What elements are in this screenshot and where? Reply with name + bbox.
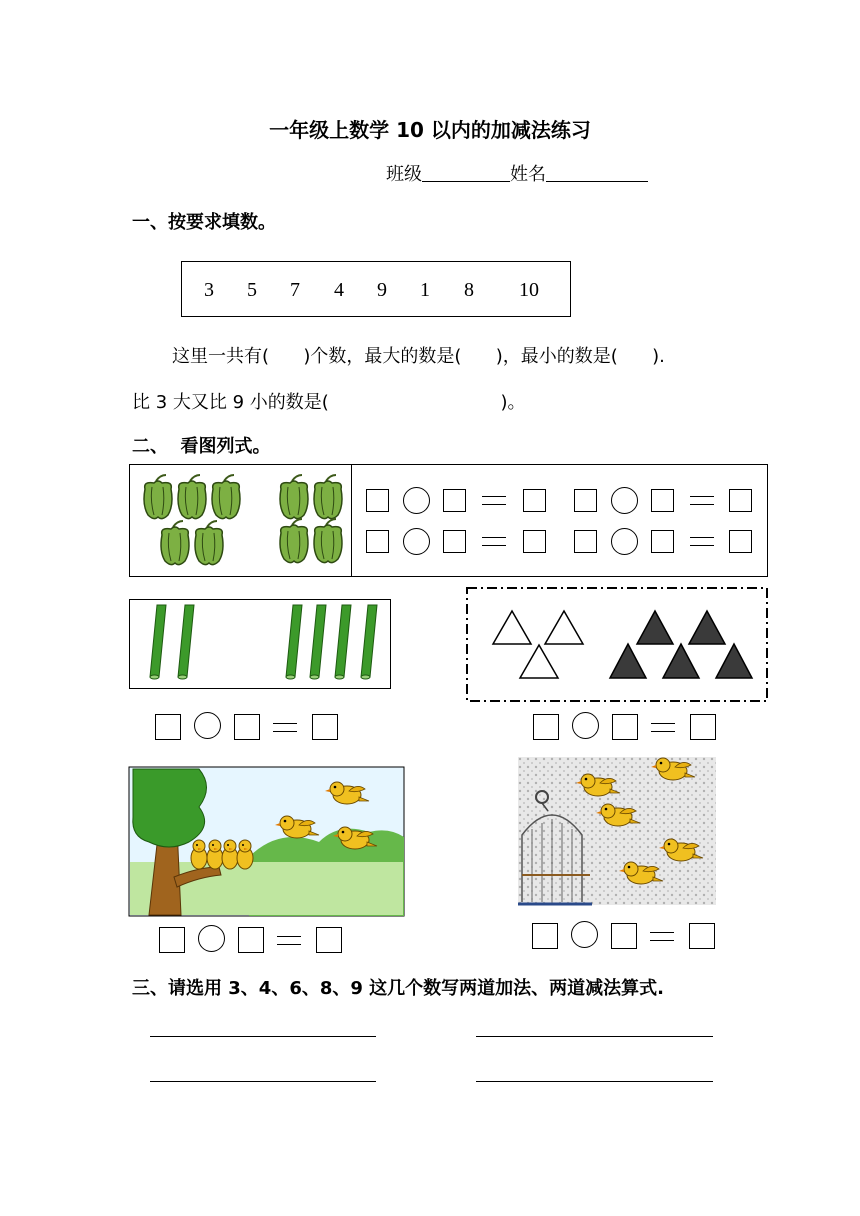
number-item: 5 <box>247 279 257 301</box>
pepper-picture <box>130 465 351 576</box>
white-triangle-icon <box>520 645 558 678</box>
stick-icon <box>178 605 194 679</box>
answer-box[interactable] <box>443 530 466 553</box>
triangles-picture <box>466 587 768 702</box>
black-triangle-icon <box>610 644 646 678</box>
pepper-icon <box>280 475 308 519</box>
answer-box[interactable] <box>523 489 546 512</box>
number-box <box>181 261 571 317</box>
operator-circle[interactable] <box>572 712 599 739</box>
stick-icon <box>286 605 302 679</box>
question-between-3-and-9: 比 3 大又比 9 小的数是( )。 <box>132 392 526 413</box>
answer-box[interactable] <box>159 927 185 953</box>
pepper-icon <box>314 475 342 519</box>
name-blank[interactable] <box>546 163 648 182</box>
operator-circle[interactable] <box>403 528 430 555</box>
black-triangle-icon <box>689 611 725 644</box>
equals-sign <box>277 936 301 945</box>
answer-box[interactable] <box>234 714 260 740</box>
answer-box[interactable] <box>651 489 674 512</box>
equals-sign <box>650 932 674 941</box>
tree-birds-equation <box>159 925 359 955</box>
pepper-picture-frame <box>129 464 352 577</box>
answer-box[interactable] <box>690 714 716 740</box>
name-label: 姓名 <box>510 164 546 185</box>
answer-box[interactable] <box>611 923 637 949</box>
answer-box[interactable] <box>523 530 546 553</box>
operator-circle[interactable] <box>611 528 638 555</box>
answer-box[interactable] <box>366 489 389 512</box>
answer-line[interactable] <box>476 1036 713 1037</box>
stick-icon <box>361 605 377 679</box>
answer-line[interactable] <box>150 1081 376 1082</box>
operator-circle[interactable] <box>571 921 598 948</box>
answer-box[interactable] <box>689 923 715 949</box>
sticks-picture-frame <box>129 599 391 689</box>
class-label: 班级 <box>386 164 422 185</box>
operator-circle[interactable] <box>611 487 638 514</box>
sticks-picture <box>130 600 390 688</box>
answer-box[interactable] <box>532 923 558 949</box>
page-title: 一年级上数学 10 以内的加减法练习 <box>269 118 591 142</box>
operator-circle[interactable] <box>198 925 225 952</box>
section2-heading: 二、 看图列式。 <box>132 436 271 457</box>
pepper-icon <box>212 475 240 519</box>
answer-box[interactable] <box>316 927 342 953</box>
answer-box[interactable] <box>612 714 638 740</box>
pepper-icon <box>144 475 172 519</box>
pepper-icon <box>161 521 189 565</box>
operator-circle[interactable] <box>403 487 430 514</box>
operator-circle[interactable] <box>194 712 221 739</box>
answer-box[interactable] <box>729 489 752 512</box>
answer-box[interactable] <box>366 530 389 553</box>
black-triangle-icon <box>716 644 752 678</box>
student-info-line <box>386 160 648 186</box>
number-item: 9 <box>377 279 387 301</box>
number-item: 3 <box>204 279 214 301</box>
number-item: 8 <box>464 279 474 301</box>
class-blank[interactable] <box>422 163 510 182</box>
number-item: 4 <box>334 279 344 301</box>
stick-icon <box>310 605 326 679</box>
white-triangle-icon <box>545 611 583 644</box>
white-triangle-icon <box>493 611 531 644</box>
answer-box[interactable] <box>443 489 466 512</box>
equals-sign <box>482 496 506 505</box>
answer-box[interactable] <box>651 530 674 553</box>
number-item: 10 <box>519 279 539 301</box>
answer-line[interactable] <box>150 1036 376 1037</box>
question-count-max-min: 这里一共有( )个数，最大的数是( )，最小的数是( ). <box>172 346 665 367</box>
answer-box[interactable] <box>533 714 559 740</box>
answer-box[interactable] <box>729 530 752 553</box>
section1-heading: 一、按要求填数。 <box>132 212 276 233</box>
pepper-equations-frame <box>351 464 768 577</box>
pepper-icon <box>314 519 342 563</box>
sticks-equation <box>155 712 355 742</box>
equals-sign <box>651 723 675 732</box>
black-triangle-icon <box>637 611 673 644</box>
answer-box[interactable] <box>574 530 597 553</box>
tree-birds-picture <box>129 767 404 916</box>
pepper-icon <box>280 519 308 563</box>
pepper-icon <box>195 521 223 565</box>
pepper-icon <box>178 475 206 519</box>
answer-box[interactable] <box>312 714 338 740</box>
equals-sign <box>273 723 297 732</box>
number-item: 7 <box>290 279 300 301</box>
stick-icon <box>150 605 166 679</box>
answer-box[interactable] <box>155 714 181 740</box>
birdcage-equation <box>532 921 732 951</box>
section3-heading: 三、请选用 3、4、6、8、9 这几个数写两道加法、两道减法算式. <box>132 978 664 999</box>
birdcage-picture <box>518 757 716 907</box>
answer-box[interactable] <box>574 489 597 512</box>
triangles-equation <box>533 712 733 742</box>
number-item: 1 <box>420 279 430 301</box>
stick-icon <box>335 605 351 679</box>
equals-sign <box>690 537 714 546</box>
answer-box[interactable] <box>238 927 264 953</box>
black-triangle-icon <box>663 644 699 678</box>
equals-sign <box>690 496 714 505</box>
answer-line[interactable] <box>476 1081 713 1082</box>
equals-sign <box>482 537 506 546</box>
